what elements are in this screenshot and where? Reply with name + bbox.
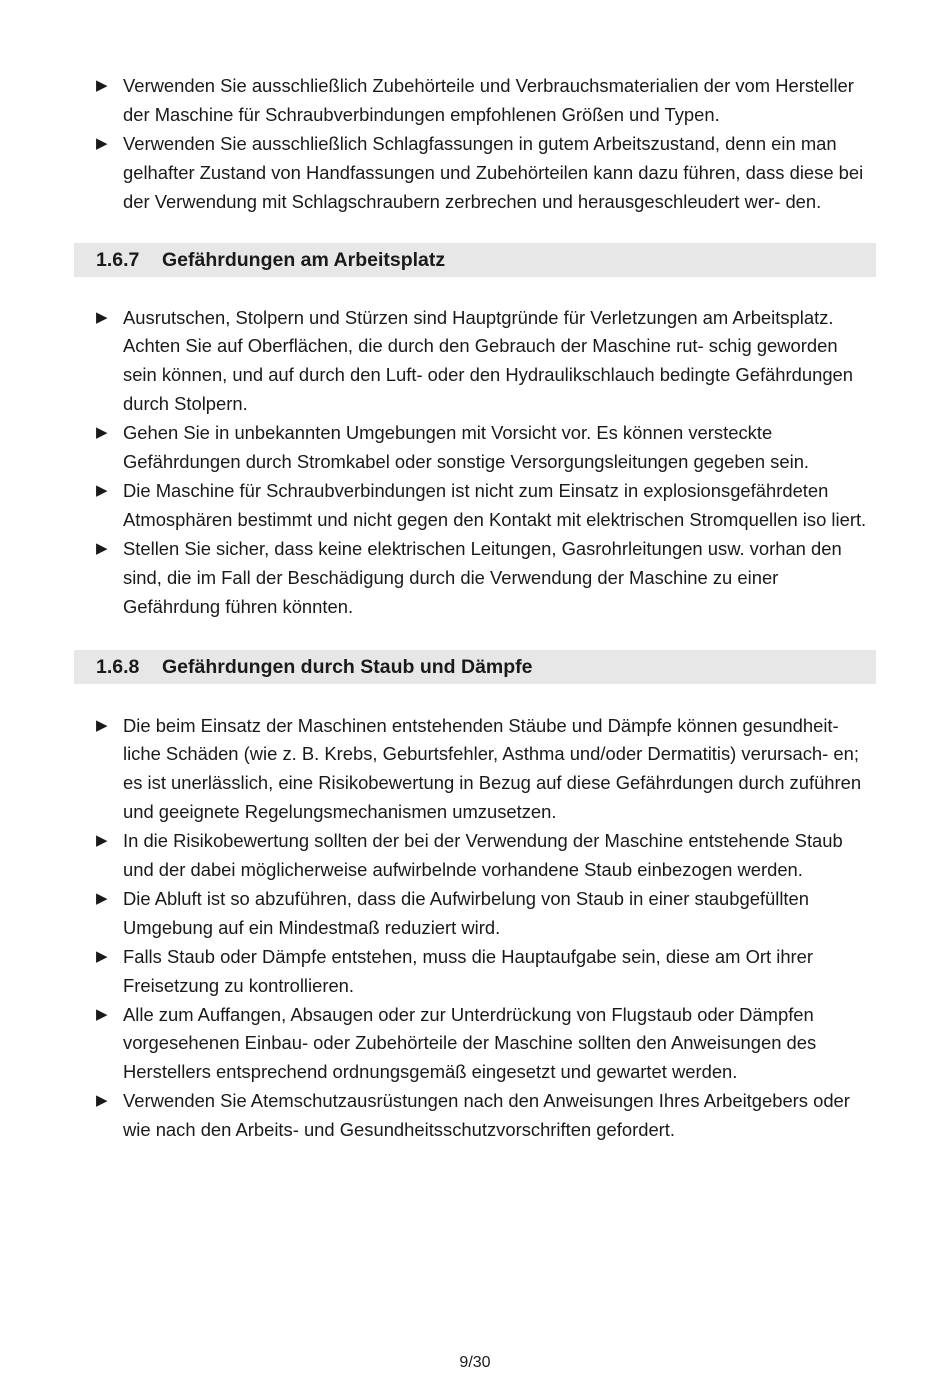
bullet-text: Verwenden Sie Atemschutzausrüstungen nach den Anweisungen Ihres Arbeitgebers oder wie nach den Arbeits- und Gesundheitsschutzvorschriften gefordert. [123, 1090, 850, 1141]
section-bullet-list [74, 304, 876, 622]
bullet-triangle-icon: ▶ [96, 77, 108, 94]
list-item [74, 1087, 876, 1145]
list-item [74, 1001, 876, 1088]
list-item [74, 130, 876, 217]
section-title: Gefährdungen durch Staub und Dämpfe [162, 655, 533, 678]
bullet-text: Verwenden Sie ausschließlich Zubehörteile und Verbrauchsmaterialien der vom Hersteller der Maschine für Schraubverbindungen empfohlenen Größen und Typen. [123, 75, 854, 125]
bullet-text: In die Risikobewertung sollten der bei der Verwendung der Maschine entstehende Staub und der dabei möglicherweise aufwirbelnde vorhandene Staub einbezogen werden. [123, 830, 843, 881]
section-number: 1.6.7 [96, 248, 140, 271]
section-heading [74, 650, 876, 684]
page-content [74, 72, 876, 1145]
list-item [74, 304, 876, 420]
list-item [74, 477, 876, 535]
list-item [74, 535, 876, 622]
bullet-triangle-icon: ▶ [96, 832, 108, 850]
bullet-triangle-icon: ▶ [96, 889, 108, 907]
section-number: 1.6.8 [96, 655, 140, 678]
list-item [74, 419, 876, 477]
bullet-triangle-icon: ▶ [96, 947, 108, 965]
bullet-text: Die Abluft ist so abzuführen, dass die Aufwirbelung von Staub in einer staubgefüllten Umgebung auf ein Mindestmaß reduziert wird. [123, 887, 810, 938]
bullet-triangle-icon: ▶ [96, 308, 108, 326]
bullet-text: Alle zum Auffangen, Absaugen oder zur Unterdrückung von Flugstaub oder Dämpfen vorgesehenen Einbau- oder Zubehörteile der Maschine sollten den Anweisungen des Herstellers entsprechend ordnungsgemäß eingesetzt und gewartet werden. [123, 1003, 817, 1083]
bullet-text: Die Maschine für Schraubverbindungen ist nicht zum Einsatz in explosionsgefährdeten Atmosphären bestimmt und nicht gegen den Kontakt mit elektrischen Stromquellen iso liert. [123, 479, 867, 530]
bullet-text: Ausrutschen, Stolpern und Stürzen sind Hauptgründe für Verletzungen am Arbeitsplatz. Achten Sie auf Oberflächen, die durch den Gebrauch der Maschine rut- schig geworden sein können, und auf durch den Luft- oder den Hydraulikschlauch bedingte Gefährdungen durch Stolpern. [123, 306, 854, 415]
bullet-triangle-icon: ▶ [96, 539, 108, 557]
bullet-triangle-icon: ▶ [96, 1005, 108, 1023]
bullet-text: Verwenden Sie ausschließlich Schlagfassungen in gutem Arbeitszustand, denn ein man gelhafter Zustand von Handfassungen und Zubehörteilen kann dazu führen, dass diese bei der Verwendung mit Schlagschraubern zerbrechen und herausgeschleudert wer- den. [123, 132, 864, 212]
bullet-text: Stellen Sie sicher, dass keine elektrischen Leitungen, Gasrohrleitungen usw. vorhan den sind, die im Fall der Beschädigung durch die Verwendung der Maschine zu einer Gefährdung führen könnten. [123, 537, 842, 617]
section-heading [74, 243, 876, 277]
section-bullet-list [74, 712, 876, 1146]
bullet-triangle-icon: ▶ [96, 424, 108, 442]
list-item [74, 72, 876, 130]
bullet-triangle-icon: ▶ [96, 716, 108, 734]
bullet-text: Gehen Sie in unbekannten Umgebungen mit Vorsicht vor. Es können versteckte Gefährdungen durch Stromkabel oder sonstige Versorgungsleitungen gegeben sein. [123, 422, 810, 473]
list-item [74, 712, 876, 828]
bullet-triangle-icon: ▶ [96, 1092, 108, 1110]
section-title: Gefährdungen am Arbeitsplatz [162, 248, 446, 271]
intro-bullet-list [74, 72, 876, 217]
bullet-text: Die beim Einsatz der Maschinen entstehenden Stäube und Dämpfe können gesundheit- liche Schäden (wie z. B. Krebs, Geburtsfehler, Asthma und/oder Dermatitis) verursach- en; es ist unerlässlich, eine Risikobewertung in Bezug auf diese Gefährdungen durch zuführen und geeignete Regelungsmechanismen umzusetzen. [123, 714, 862, 823]
list-item [74, 885, 876, 943]
bullet-text: Falls Staub oder Dämpfe entstehen, muss die Hauptaufgabe sein, diese am Ort ihrer Freisetzung zu kontrollieren. [123, 945, 814, 996]
page-number: 9/30 [459, 1354, 491, 1371]
bullet-triangle-icon: ▶ [96, 134, 108, 152]
bullet-triangle-icon: ▶ [96, 481, 108, 499]
list-item [74, 943, 876, 1001]
list-item [74, 827, 876, 885]
